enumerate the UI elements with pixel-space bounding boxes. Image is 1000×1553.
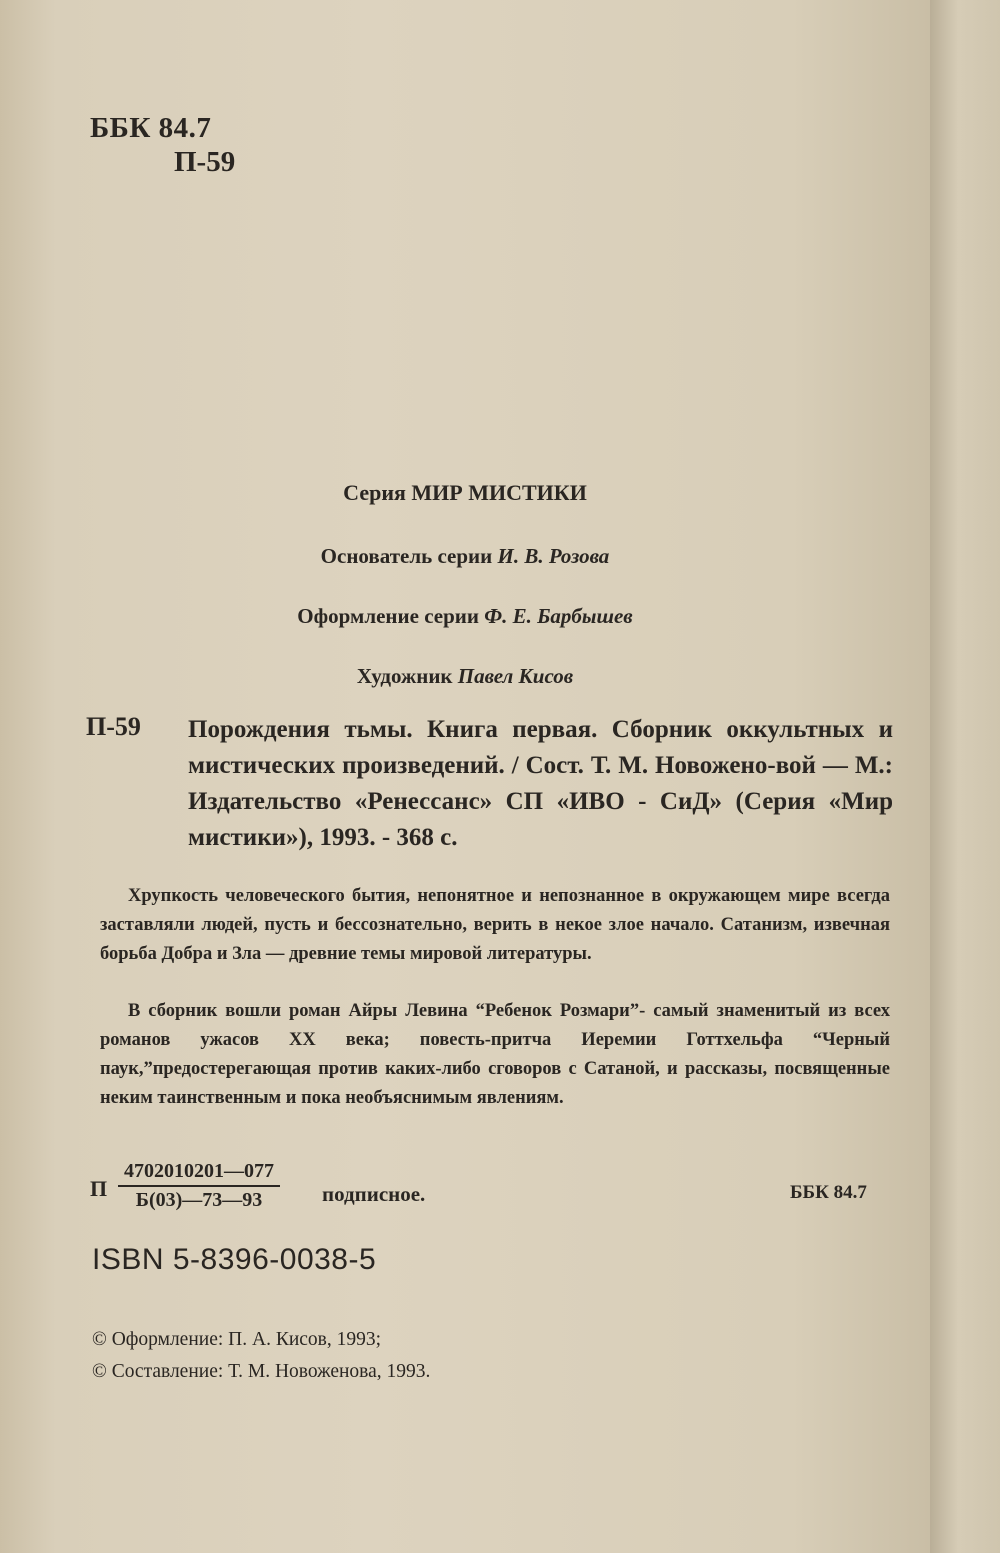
artist-label: Художник [356,664,453,688]
copyright-design: © Оформление: П. А. Кисов, 1993; [92,1329,382,1350]
series-design-line [0,604,930,629]
series-design-label: Оформление серии [297,604,479,628]
annotation-text-1: Хрупкость человеческого бытия, непонятное и непознанное в окружающем мире всегда заставляли людей, пусть и бессознательно, верить в некое злое начало. Сатанизм, извечная борьба Добра и Зла — древние темы мировой литературы. [100,886,890,964]
isbn-number: ISBN 5-8396-0038-5 [92,1243,377,1276]
annotation-text-2: В сборник вошли роман Айры Левина “Ребенок Розмари”- самый знаменитый из всех романов ужасов XX века; повесть-притча Иеремии Готтхельфа “Черный паук,”предостерегающая против каких-либо сговоров с Сатаной, и рассказы, посвященные неким таинственным и пока необъяснимым явлениям. [100,1001,890,1108]
series-title: Серия МИР МИСТИКИ [343,480,587,505]
series-design-name: Ф. Е. Барбышев [484,604,633,628]
index-letter: П [90,1176,108,1201]
copyright-compilation: © Составление: Т. М. Новоженова, 1993. [92,1361,431,1382]
catalog-entry-text: Порождения тьмы. Книга первая. Сборник оккультных и мистических произведений. / Сост. Т. М. Новожено-вой — М.: Издательство «Ренессанс» СП «ИВО - СиД» (Серия «Мир мистики»), 1993. - 368 с. [188,716,893,851]
catalog-entry-code: П-59 [86,712,141,741]
series-founder-name: И. В. Розова [497,544,610,568]
series-founder-line [0,544,930,569]
index-numerator: 4702010201—077 [118,1160,280,1187]
series-founder-label: Основатель серии [320,544,493,568]
annotation-paragraph-2 [100,997,890,1113]
index-fraction [118,1160,280,1212]
index-denominator: Б(03)—73—93 [135,1189,263,1211]
subscription-note: подписное. [322,1182,426,1206]
bbk-classification: ББК 84.7 [90,112,212,144]
artist-name: Павел Кисов [457,664,574,688]
bbk-bottom: ББК 84.7 [790,1182,867,1203]
artist-line [0,664,930,689]
annotation-paragraph-1 [100,882,890,969]
book-spine-edge [930,0,1000,1553]
author-mark-code: П-59 [174,146,236,178]
